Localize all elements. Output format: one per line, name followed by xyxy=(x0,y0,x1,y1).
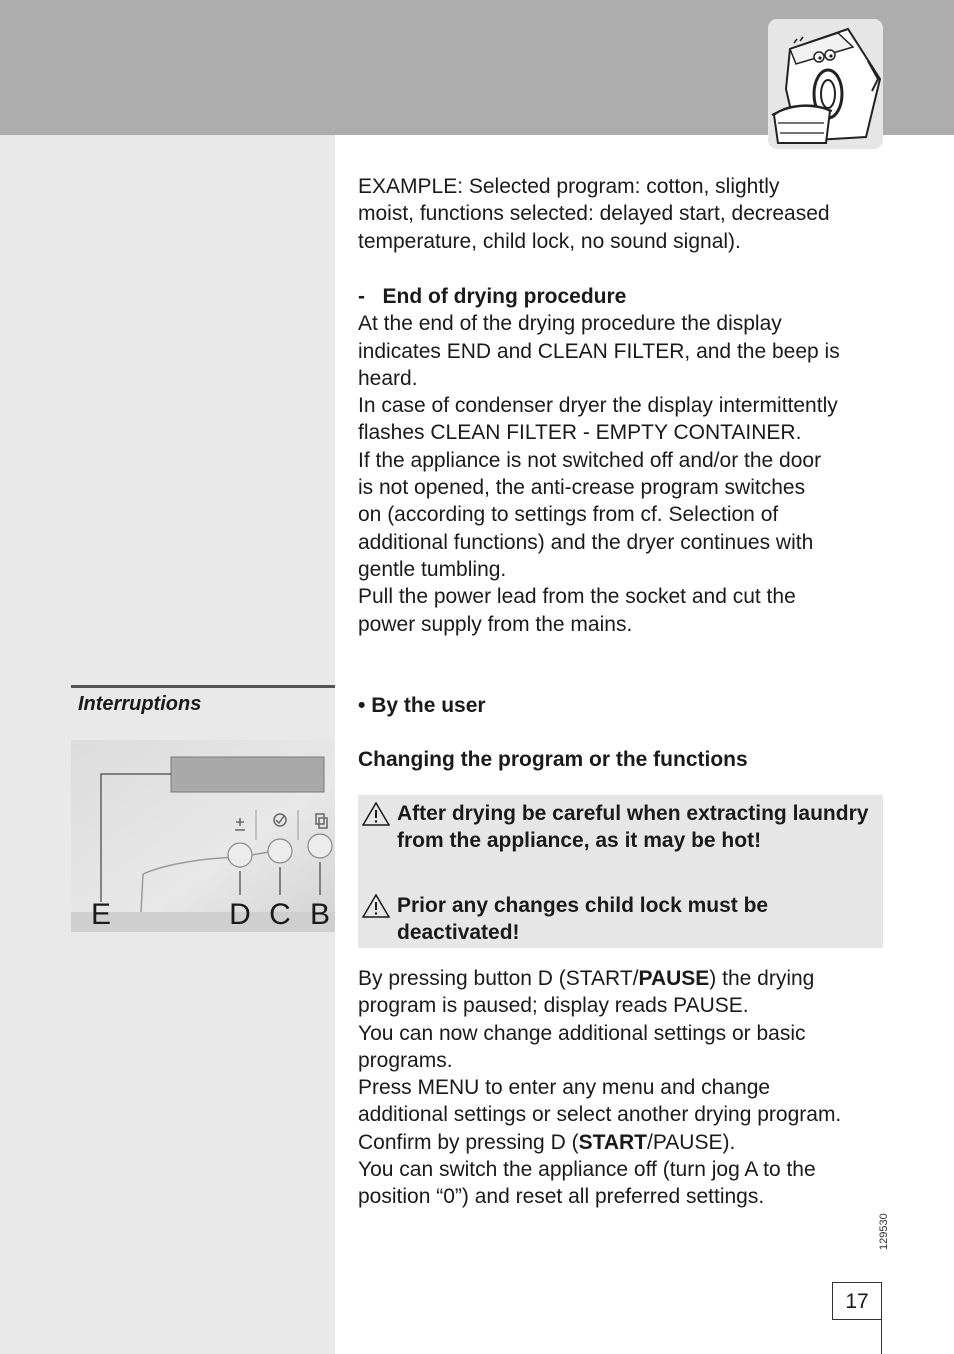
body-line: program is paused; display reads PAUSE. xyxy=(358,994,749,1018)
page-tick-line xyxy=(881,1320,882,1354)
by-user-label: By the user xyxy=(371,694,486,717)
body-line: In case of condenser dryer the display intermittently xyxy=(358,394,838,418)
button-d xyxy=(228,843,252,867)
end-of-drying-heading: - End of drying procedure xyxy=(358,285,627,308)
body-line: additional settings or select another drying program. xyxy=(358,1103,842,1127)
label-d: D xyxy=(229,898,251,931)
body-line: power supply from the mains. xyxy=(358,612,633,636)
page-number: 17 xyxy=(832,1282,882,1320)
body-line: You can now change additional settings or basic xyxy=(358,1021,806,1045)
example-line: moist, functions selected: delayed start, decreased xyxy=(358,202,830,226)
bullet-icon: • xyxy=(358,694,366,717)
body-line: on (according to settings from cf. Selection of xyxy=(358,503,779,527)
control-panel-figure xyxy=(71,740,335,932)
button-b xyxy=(308,834,332,858)
body-line: heard. xyxy=(358,366,418,390)
label-c: C xyxy=(269,898,291,931)
body-line: position “0”) and reset all preferred settings. xyxy=(358,1185,765,1209)
body-line: indicates END and CLEAN FILTER, and the beep is xyxy=(358,339,840,363)
body-line: programs. xyxy=(358,1048,453,1072)
warning-triangle-icon xyxy=(362,802,390,826)
body-line: Press MENU to enter any menu and change xyxy=(358,1076,771,1100)
button-c xyxy=(268,839,292,863)
body-line: additional functions) and the dryer continues with xyxy=(358,530,814,554)
dryer-mascot-logo xyxy=(768,19,883,149)
label-e: E xyxy=(90,898,112,931)
warning-hot-laundry: After drying be careful when extracting laundry from the appliance, as it may be hot! xyxy=(397,802,869,853)
warning-item xyxy=(362,892,877,947)
body-line: Confirm by pressing D (START/PAUSE). xyxy=(358,1130,736,1154)
body-line: At the end of the drying procedure the display xyxy=(358,312,782,336)
body-line: flashes CLEAN FILTER - EMPTY CONTAINER. xyxy=(358,421,802,445)
display-window xyxy=(171,757,324,792)
body-line: You can switch the appliance off (turn jog A to the xyxy=(358,1158,816,1182)
example-line: temperature, child lock, no sound signal). xyxy=(358,229,741,253)
document-code: 129530 xyxy=(878,1213,890,1250)
pause-instructions xyxy=(358,965,888,1211)
body-line: is not opened, the anti-crease program switches xyxy=(358,476,806,500)
example-paragraph xyxy=(358,173,888,255)
body-line: gentle tumbling. xyxy=(358,557,507,581)
warning-triangle-icon xyxy=(362,894,390,918)
interruptions-label: Interruptions xyxy=(78,693,202,715)
section-divider xyxy=(71,685,335,688)
changing-program-heading: Changing the program or the functions xyxy=(358,748,748,771)
body-line: By pressing button D (START/PAUSE) the drying xyxy=(358,967,815,990)
example-line: EXAMPLE: Selected program: cotton, slightly xyxy=(358,175,780,198)
by-user-heading xyxy=(358,692,888,719)
body-line: Pull the power lead from the socket and cut the xyxy=(358,585,796,609)
label-b: B xyxy=(309,898,331,931)
warning-item xyxy=(362,800,877,855)
end-of-drying-section xyxy=(358,283,888,638)
warning-box xyxy=(358,795,883,948)
body-line: If the appliance is not switched off and/or the door xyxy=(358,448,822,472)
dryer-mascot-icon xyxy=(768,19,883,149)
warning-child-lock: Prior any changes child lock must be deactivated! xyxy=(397,894,769,945)
